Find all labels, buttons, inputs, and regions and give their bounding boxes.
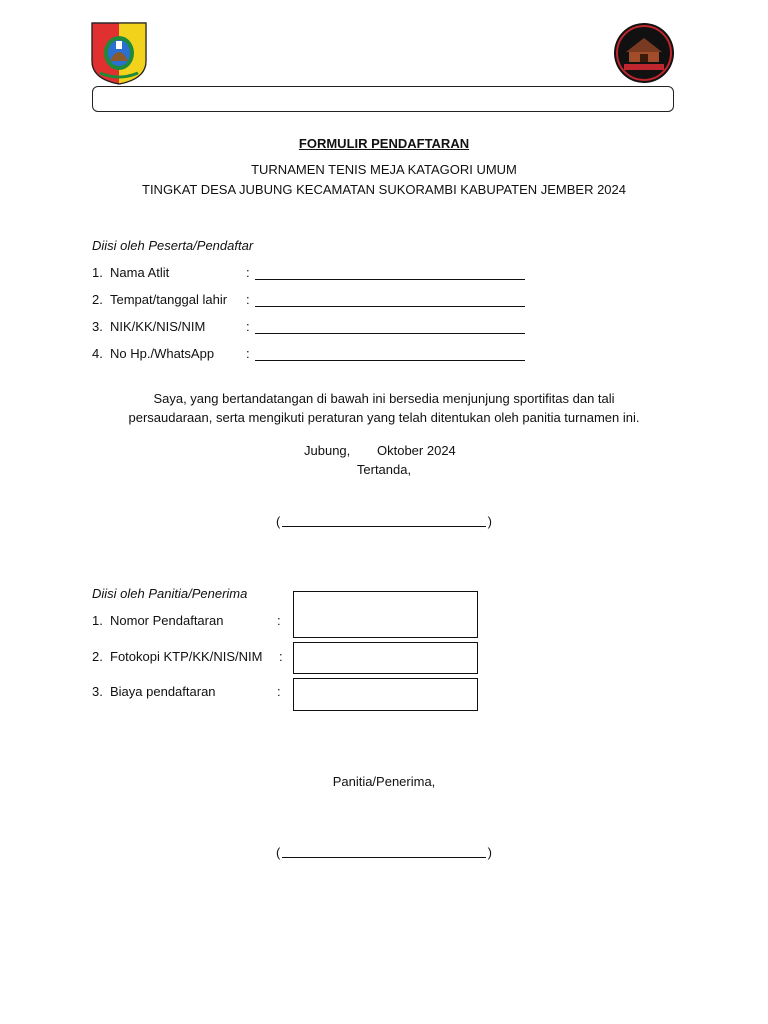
field-label-registration-number: Nomor Pendaftaran <box>110 613 224 628</box>
form-subtitle-line1: TURNAMEN TENIS MEJA KATAGORI UMUM <box>251 162 517 177</box>
field-colon: : <box>246 319 250 334</box>
signature-rule <box>282 857 486 858</box>
field-label-fee: Biaya pendaftaran <box>110 684 216 699</box>
statement-paragraph <box>0 389 768 427</box>
field-number: 1. <box>92 613 103 628</box>
close-paren: ) <box>487 845 492 860</box>
id-copy-box[interactable] <box>293 642 478 674</box>
regency-emblem-icon <box>90 21 148 85</box>
open-paren: ( <box>276 514 281 529</box>
field-number: 1. <box>92 265 103 280</box>
statement-line2: persaudaraan, serta mengikuti peraturan yang telah ditentukan oleh panitia turnamen ini. <box>128 410 640 425</box>
form-subtitle-line2: TINGKAT DESA JUBUNG KECAMATAN SUKORAMBI KABUPATEN JEMBER 2024 <box>142 182 626 197</box>
field-colon: : <box>279 649 283 664</box>
form-title: FORMULIR PENDAFTARAN <box>298 136 470 151</box>
field-colon: : <box>277 613 281 628</box>
close-paren: ) <box>487 514 492 529</box>
field-number: 4. <box>92 346 103 361</box>
name-input-line[interactable] <box>255 268 525 280</box>
signature-label: Tertanda, <box>356 462 412 477</box>
statement-line1: Saya, yang bertandatangan di bawah ini bersedia menjunjung sportifitas dan tali <box>153 391 615 406</box>
field-number: 3. <box>92 684 103 699</box>
field-label-id: NIK/KK/NIS/NIM <box>110 319 206 334</box>
field-colon: : <box>277 684 281 699</box>
phone-input-line[interactable] <box>255 349 525 361</box>
field-number: 3. <box>92 319 103 334</box>
open-paren: ( <box>276 845 281 860</box>
participant-section-heading: Diisi oleh Peserta/Pendaftar <box>92 238 254 253</box>
field-label-name: Nama Atlit <box>110 265 170 280</box>
field-colon: : <box>246 346 250 361</box>
field-number: 2. <box>92 292 103 307</box>
field-number: 2. <box>92 649 103 664</box>
signature-rule <box>282 526 486 527</box>
birth-input-line[interactable] <box>255 295 525 307</box>
fee-box[interactable] <box>293 678 478 711</box>
signature-date: Oktober 2024 <box>377 443 456 458</box>
field-label-birth: Tempat/tanggal lahir <box>110 292 228 307</box>
field-label-id-copy: Fotokopi KTP/KK/NIS/NIM <box>110 649 263 664</box>
field-label-phone: No Hp./WhatsApp <box>110 346 215 361</box>
committee-section-heading: Diisi oleh Panitia/Penerima <box>92 586 248 601</box>
registration-number-box[interactable] <box>293 591 478 638</box>
id-input-line[interactable] <box>255 322 525 334</box>
field-colon: : <box>246 292 250 307</box>
field-colon: : <box>246 265 250 280</box>
committee-signature-label: Panitia/Penerima, <box>332 774 436 789</box>
header-box <box>92 86 674 112</box>
signature-place: Jubung, <box>304 443 351 458</box>
club-badge-icon <box>612 22 676 84</box>
